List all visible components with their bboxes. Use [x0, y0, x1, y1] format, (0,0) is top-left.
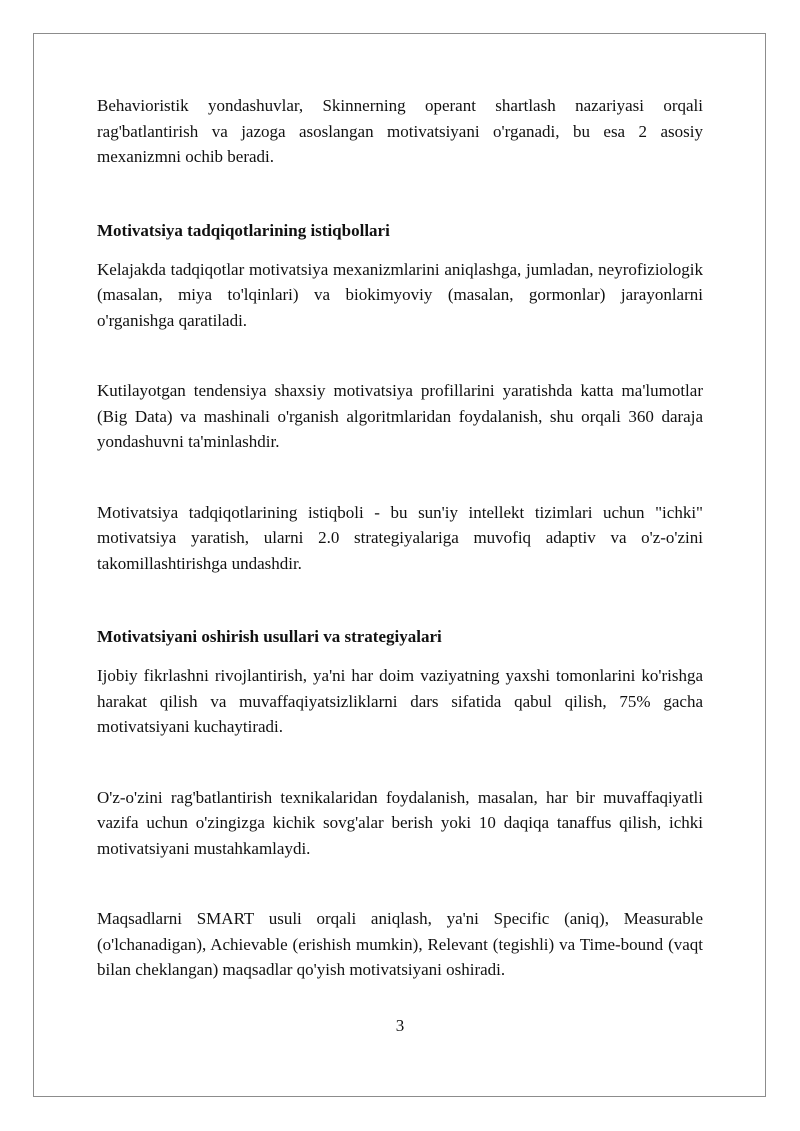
paragraph-methods-2: O'z-o'zini rag'batlantirish texnikalaridan foydalanish, masalan, har bir muvaffaqiyatli vazifa uchun o'zingizga kichik sovg'alar berish yoki 10 daqiqa tanaffus qilish, ichki motivatsiyani mustahkamlaydi. — [97, 787, 703, 858]
page-content — [97, 93, 703, 983]
heading-future-research: Motivatsiya tadqiqotlarining istiqbollari — [97, 220, 390, 240]
paragraph-future-1: Kelajakda tadqiqotlar motivatsiya mexanizmlarini aniqlashga, jumladan, neyrofiziologik (masalan, miya to'lqinlari) va biokimyoviy (masalan, gormonlar) jarayonlarni o'rganishga qaratiladi. — [97, 259, 703, 330]
paragraph-methods-3: Maqsadlarni SMART usuli orqali aniqlash, ya'ni Specific (aniq), Measurable (o'lchanadigan), Achievable (erishish mumkin), Relevant (tegishli) va Time-bound (vaqt bilan cheklangan) maqsadlar qo'yish motivatsiyani oshiradi. — [97, 909, 703, 979]
paragraph-methods-1: Ijobiy fikrlashni rivojlantirish, ya'ni har doim vaziyatning yaxshi tomonlarini ko'rishga harakat qilish va muvaffaqiyatsizliklarni dars sifatida qabul qilish, 75% gacha motivatsiyani kuchaytiradi. — [97, 666, 703, 736]
page-number: 3 — [395, 1016, 405, 1035]
paragraph-behaviorism: Behavioristik yondashuvlar, Skinnerning operant shartlash nazariyasi orqali rag'batlantirish va jazoga asoslangan motivatsiyani o'rganadi, bu esa 2 asosiy mexanizmni ochib beradi. — [97, 96, 703, 166]
heading-methods: Motivatsiyani oshirish usullari va strategiyalari — [97, 627, 442, 646]
paragraph-future-2: Kutilayotgan tendensiya shaxsiy motivatsiya profillarini yaratishda katta ma'lumotlar (Big Data) va mashinali o'rganish algoritmlaridan foydalanish, shu orqali 360 daraja yondashuvni ta'minlashdir. — [97, 381, 703, 451]
paragraph-future-3: Motivatsiya tadqiqotlarining istiqboli - bu sun'iy intellekt tizimlari uchun "ichki" motivatsiya yaratish, ularni 2.0 strategiyalariga muvofiq adaptiv va o'z-o'zini takomillashtirishga undashdir. — [97, 502, 703, 573]
